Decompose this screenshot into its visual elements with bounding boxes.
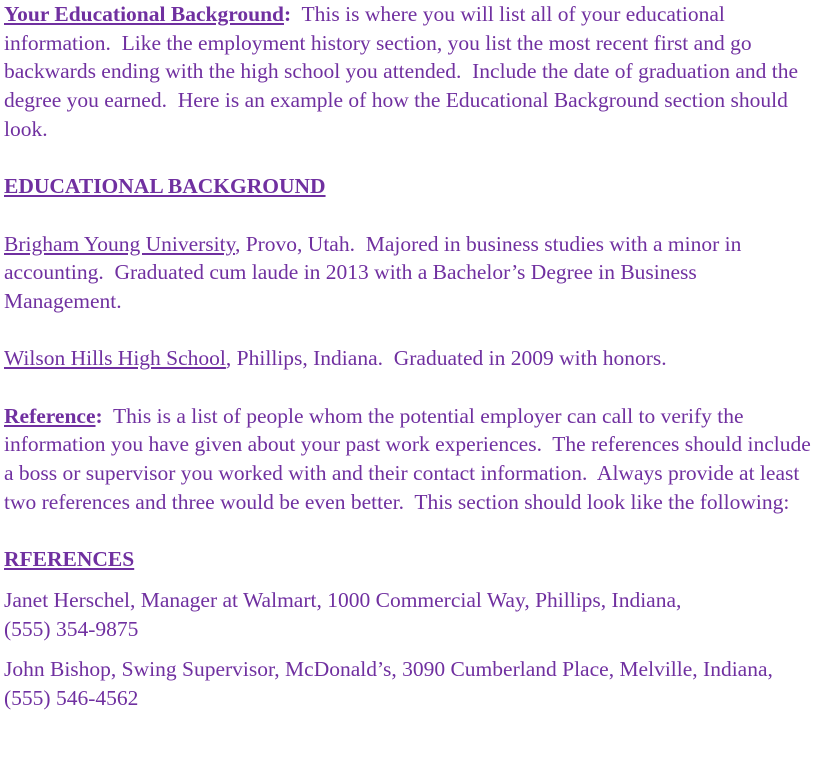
spacer — [4, 517, 814, 546]
spacer — [4, 201, 814, 230]
spacer — [4, 373, 814, 402]
education-section-label: Your Educational Background — [4, 2, 284, 26]
document-page — [4, 0, 817, 713]
reference-intro-text: This is a list of people whom the potential employer can call to verify the information you have given about your past work experiences. The references should include a boss or supervisor you worked with and their contact information. Always provide at least two references and three would be even better. This section should look like the following: — [4, 403, 817, 514]
reference-entry — [4, 586, 814, 643]
reference-phone: (555) 546-4562 — [4, 686, 139, 711]
school-details: , Phillips, Indiana. Graduated in 2009 with honors. — [225, 346, 667, 371]
school-name: Brigham Young University — [4, 231, 235, 256]
reference-intro-paragraph — [4, 402, 817, 517]
reference-line: John Bishop, Swing Supervisor, McDonald’s, 3090 Cumberland Place, Melville, Indiana, — [4, 657, 773, 682]
reference-section-label: Reference — [4, 403, 96, 428]
spacer — [4, 643, 814, 655]
education-label-colon: : — [283, 2, 292, 26]
school-details: , Provo, Utah. Majored in business studies with a minor in accounting. Graduated cum laude in 2013 with a Bachelor’s Degree in Business Management. — [4, 231, 747, 313]
reference-entry — [4, 655, 814, 712]
reference-line: Janet Herschel, Manager at Walmart, 1000 Commercial Way, Phillips, Indiana, — [4, 587, 682, 612]
reference-phone: (555) 354-9875 — [4, 616, 139, 641]
education-entry — [4, 230, 814, 316]
spacer — [4, 316, 814, 345]
spacer — [4, 574, 814, 586]
reference-label-colon: : — [95, 403, 103, 428]
education-intro-paragraph — [4, 0, 814, 144]
spacer — [4, 144, 814, 173]
school-name: Wilson Hills High School — [4, 346, 226, 371]
education-entry — [4, 344, 814, 373]
education-intro-text: This is where you will list all of your educational information. Like the employment history section, you list the most recent first and go backwards ending with the high school you attended. Include the date of graduation and the degree you earned. Here is an example of how the Educational Background section should look. — [4, 2, 804, 141]
references-heading: RFERENCES — [4, 547, 135, 572]
education-heading: EDUCATIONAL BACKGROUND — [4, 174, 326, 199]
